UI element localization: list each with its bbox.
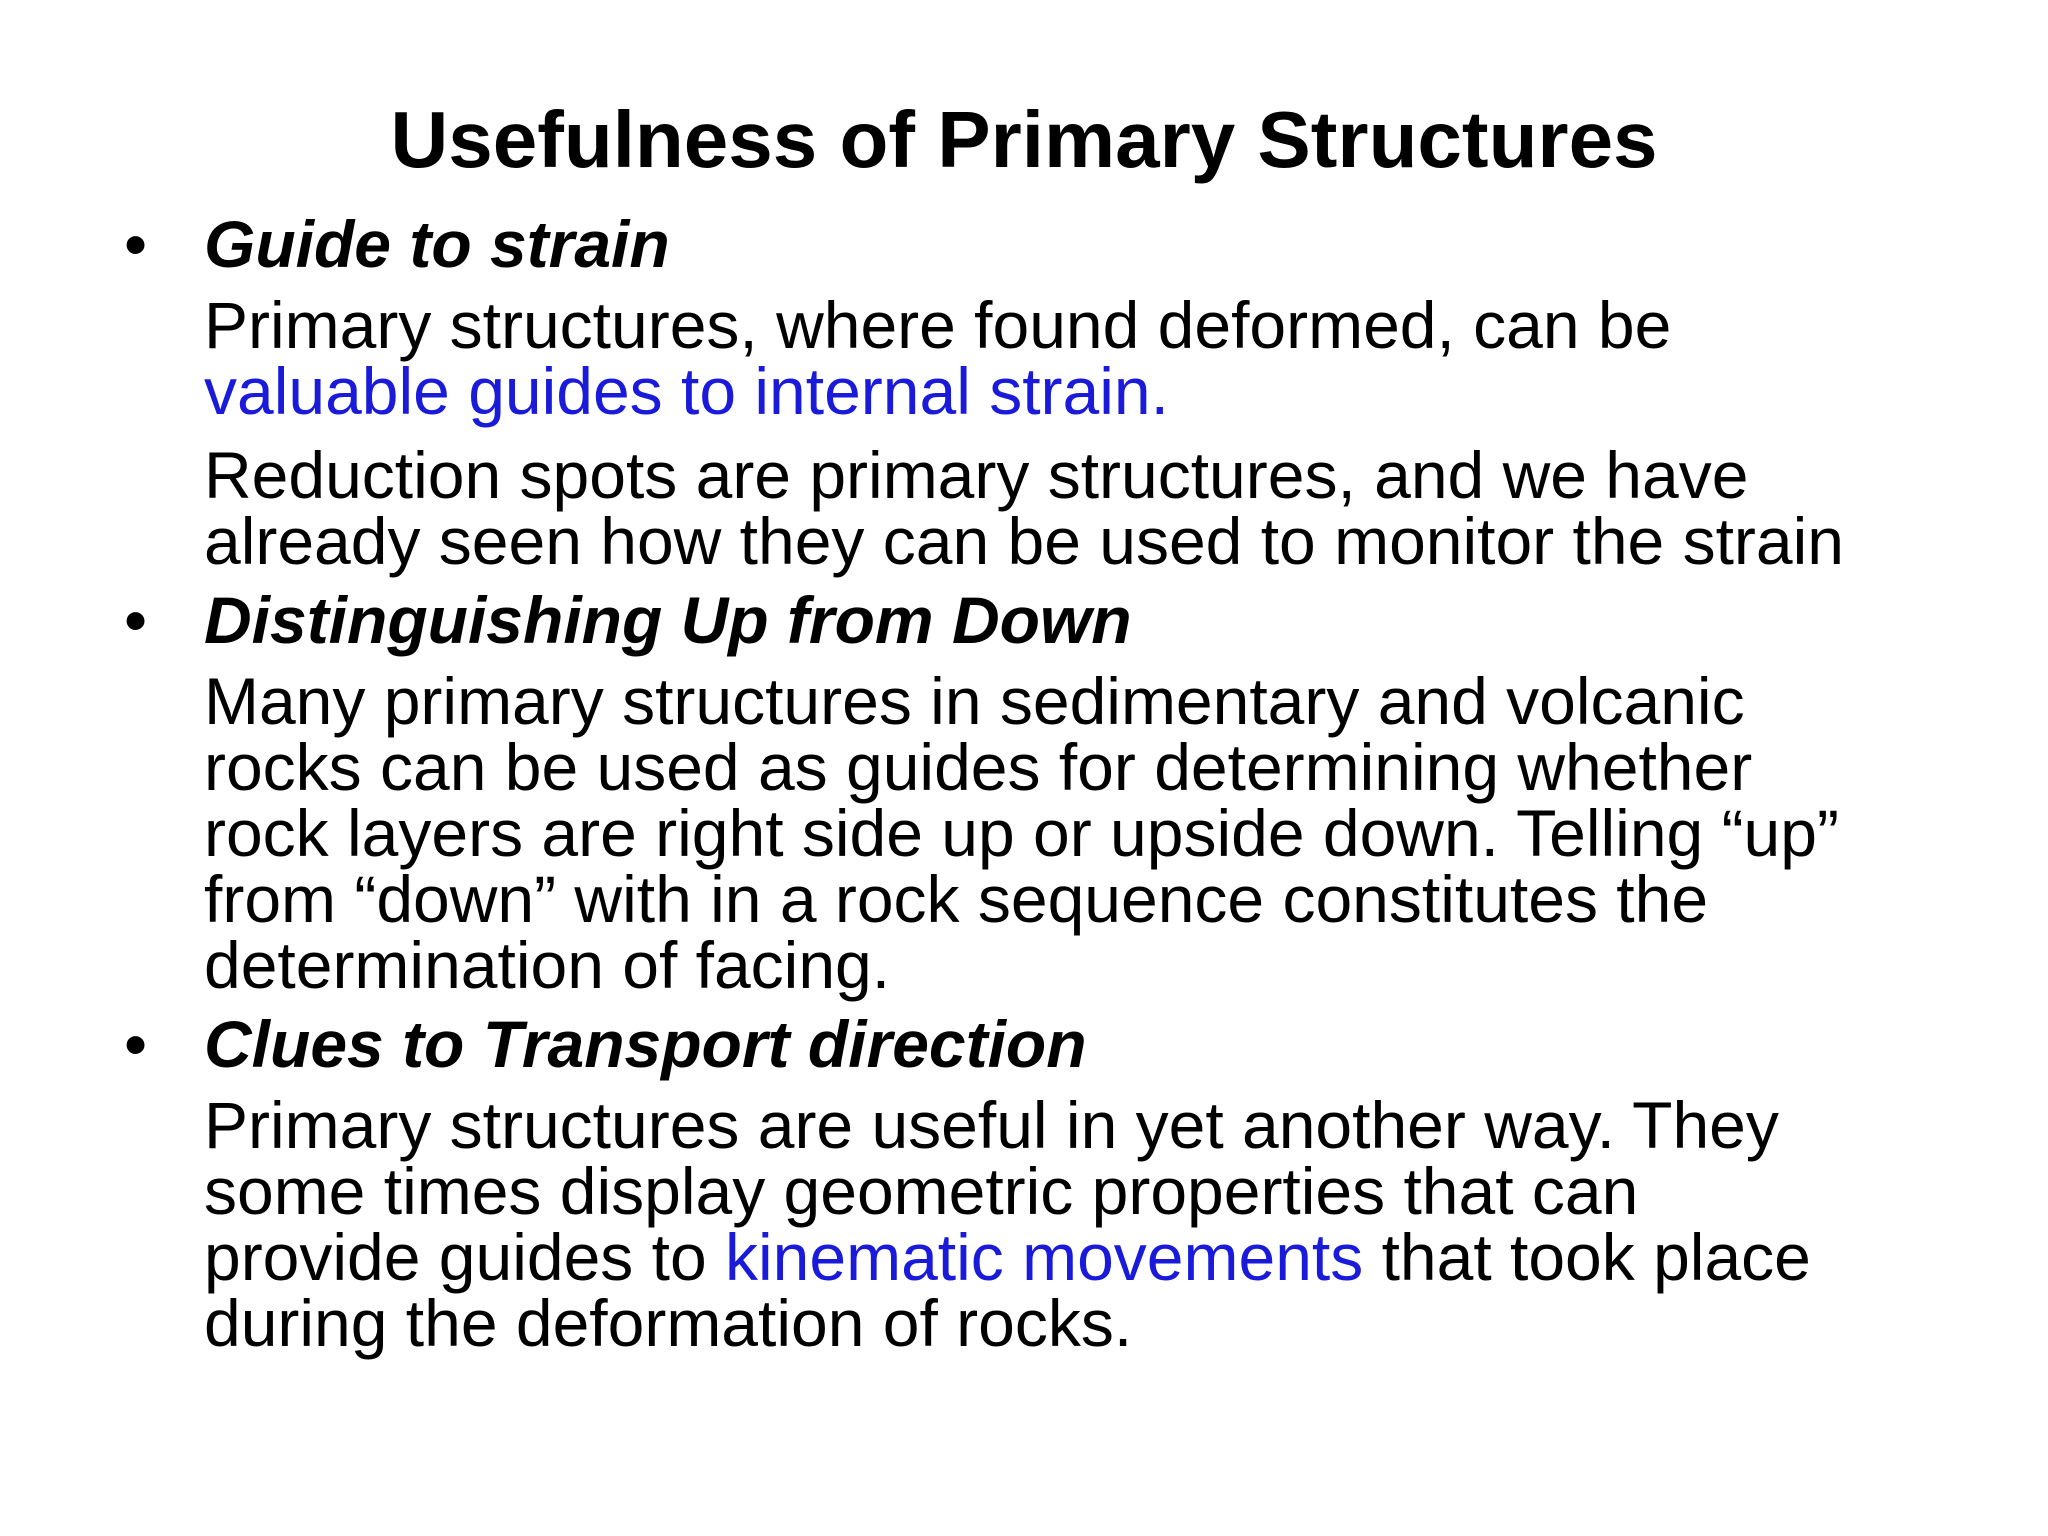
line-text: Primary structures, where found deformed, can be: [204, 288, 1672, 362]
paragraph: [204, 658, 2004, 1006]
highlighted-text: kinematic movements: [725, 1220, 1364, 1294]
line-text: Reduction spots are primary structures, and we have: [204, 438, 1749, 512]
line-text: determination of facing.: [204, 928, 891, 1002]
line-text: already seen how they can be used to monitor the strain: [204, 504, 1844, 578]
section-clues-to-transport-direction: [0, 1006, 2048, 1364]
line-text: that took place: [1363, 1220, 1811, 1294]
section-heading: Clues to Transport direction: [204, 1007, 1087, 1081]
section-guide-to-strain: [0, 206, 2048, 582]
text-line: [204, 862, 2004, 936]
text-line: [204, 354, 2004, 428]
text-line: [204, 438, 2004, 512]
section-heading: Distinguishing Up from Down: [204, 583, 1132, 657]
line-text: Primary structures are useful in yet another way. They: [204, 1088, 1779, 1162]
text-line: [204, 664, 2004, 738]
paragraph: [204, 282, 2004, 432]
text-line: [204, 1220, 2004, 1294]
line-text: rock layers are right side up or upside down. Telling “up”: [204, 796, 1839, 870]
text-line: [204, 288, 2004, 362]
text-line: [204, 504, 2004, 578]
slide-content: [0, 206, 2048, 1364]
line-text: from “down” with in a rock sequence constitutes the: [204, 862, 1709, 936]
line-text: Many primary structures in sedimentary and volcanic: [204, 664, 1745, 738]
text-line: [204, 730, 2004, 804]
section-distinguishing-up-from-down: [0, 582, 2048, 1006]
section-heading: Guide to strain: [204, 207, 670, 281]
bullet-row: [0, 1006, 2048, 1082]
line-text: provide guides to: [204, 1220, 726, 1294]
slide-title: Usefulness of Primary Structures: [390, 95, 1658, 184]
text-line: [204, 796, 2004, 870]
paragraph: [204, 432, 2004, 582]
text-line: [204, 928, 2004, 1002]
line-text: during the deformation of rocks.: [204, 1286, 1133, 1360]
line-text: some times display geometric properties that can: [204, 1154, 1639, 1228]
text-line: [204, 1286, 2004, 1360]
bullet-icon: •: [124, 207, 148, 281]
bullet-icon: •: [124, 1007, 148, 1081]
text-line: [204, 1154, 2004, 1228]
text-line: [204, 1088, 2004, 1162]
bullet-row: [0, 582, 2048, 658]
line-text: rocks can be used as guides for determining whether: [204, 730, 1753, 804]
paragraph: [204, 1082, 2004, 1364]
bullet-row: [0, 206, 2048, 282]
highlighted-text: valuable guides to internal strain.: [204, 354, 1169, 428]
bullet-icon: •: [124, 583, 148, 657]
